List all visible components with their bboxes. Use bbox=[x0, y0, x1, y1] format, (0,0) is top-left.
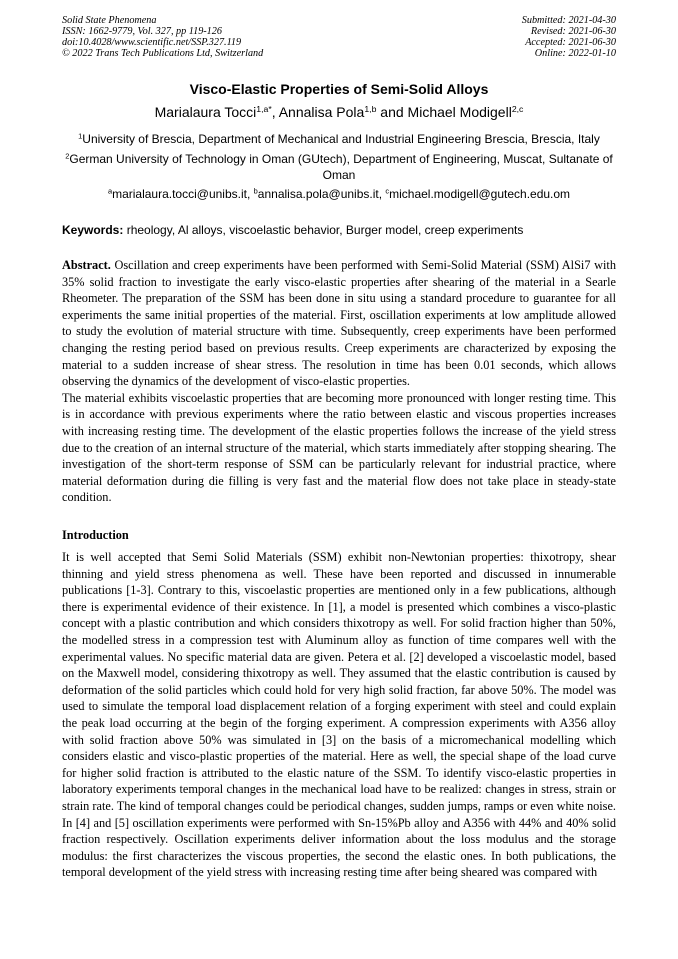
email-superscript: c bbox=[385, 186, 390, 196]
keywords-text: rheology, Al alloys, viscoelastic behavior, Burger model, creep experiments bbox=[123, 223, 524, 237]
email-link[interactable]: annalisa.pola@unibs.it, bbox=[257, 187, 386, 201]
journal-copyright: © 2022 Trans Tech Publications Ltd, Switzerland bbox=[62, 48, 264, 59]
introduction-section bbox=[62, 549, 616, 881]
email-link[interactable]: michael.modigell@gutech.edu.om bbox=[389, 187, 571, 201]
author-superscript: 1,b bbox=[364, 103, 377, 114]
date-accepted: Accepted: 2021-06-30 bbox=[525, 37, 616, 48]
section-heading-introduction: Introduction bbox=[62, 528, 129, 542]
paper-title: Visco-Elastic Properties of Semi-Solid Alloys bbox=[189, 81, 489, 97]
date-revised: Revised: 2021-06-30 bbox=[530, 26, 616, 37]
author-superscript: 2,c bbox=[511, 103, 524, 114]
journal-doi[interactable]: doi:10.4028/www.scientific.net/SSP.327.119 bbox=[62, 37, 242, 48]
publication-dates bbox=[522, 15, 616, 59]
date-online: Online: 2022-01-10 bbox=[534, 48, 616, 59]
abstract-label: Abstract. bbox=[62, 258, 111, 272]
journal-info bbox=[62, 15, 263, 59]
affiliation-superscript: 2 bbox=[65, 151, 70, 161]
affiliation-1 bbox=[62, 131, 616, 147]
affiliation-text: German University of Technology in Oman (GUtech), Department of Engineering, Muscat, Sultanate of Oman bbox=[69, 152, 613, 182]
abstract-paragraph bbox=[62, 257, 616, 390]
keywords-label: Keywords: bbox=[62, 223, 124, 237]
author-name: Michael Modigell bbox=[407, 104, 512, 120]
email-superscript: b bbox=[253, 186, 258, 196]
author-separator: and bbox=[376, 104, 408, 120]
author-superscript: 1,a* bbox=[256, 103, 272, 114]
keywords bbox=[62, 223, 616, 237]
journal-issn: ISSN: 1662-9779, Vol. 327, pp 119-126 bbox=[62, 26, 222, 37]
affiliation-2 bbox=[62, 151, 616, 183]
affiliation-superscript: 1 bbox=[78, 131, 83, 141]
email-list bbox=[62, 187, 616, 201]
author-list bbox=[0, 104, 678, 120]
journal-name: Solid State Phenomena bbox=[62, 15, 157, 26]
affiliation-text: University of Brescia, Department of Mechanical and Industrial Engineering Brescia, Brescia, Italy bbox=[82, 132, 600, 146]
abstract-text: Oscillation and creep experiments have been performed with Semi-Solid Material (SSM) AlSi7 with 35% solid fraction to investigate the early visco-elastic properties after shearing of the material in a Searle Rheometer. The preparation of the SSM has been done in situ using a standard procedure to guarantee for all experiments the same initial properties of the material. First, oscillation experiments at low amplitude allowed to study the evolution of material structure with time. Subsequently, creep experiments have been performed changing the resting period based on previous results. Creep experiments are characterized by exposing the material to a sudden increase of shear stress. The resolution in time has been 0.01 seconds, which allows observing the dynamics of the development of visco-elastic properties. bbox=[62, 258, 616, 389]
author-separator: , bbox=[271, 104, 279, 120]
date-submitted: Submitted: 2021-04-30 bbox=[521, 15, 616, 26]
email-superscript: a bbox=[107, 186, 113, 196]
author-name: Annalisa Pola bbox=[278, 104, 365, 120]
author-name: Marialaura Tocci bbox=[154, 104, 257, 120]
introduction-paragraph: It is well accepted that Semi Solid Materials (SSM) exhibit non-Newtonian properties: thixotropy, shear thinning and yield stress phenomena as well. These have been reported and discussed in innumerable publications [1-3]. Contrary to this, viscoelastic properties are mentioned only in a few publications, although there is experimental evidence of their existence. In [1], a model is presented which combines a visco-plastic concept with a plastic contribution and which considers thixotropy as well. For solid fraction higher than 50%, the modelled stress in a compression test with Aluminum alloy as function of time compares well with the experimental values. No specific material data are given. Petera et al. [2] developed a viscoelastic model, based on the Maxwell model, considering thixotropy as well. They assumed that the elastic contribution is caused by deformation of the solid particles which could hold for very high solid fraction, far above 50%. The model was used to simulate the temporal load displacement relation of a forging experiment with steel and could explain the peak load occurring at the begin of the forging experiment. A compression experiments with A356 alloy with solid fraction above 50% was simulated in [3] on the basis of a micromechanical modelling which considers elastic and visco-plastic properties of the material. Here as well, the special shape of the load curve for higher solid fraction is attributed to the elastic nature of the SSM. To identify visco-elastic properties in laboratory experiments temporal changes in the mechanical load have to be realized: changes in stress, strain or strain rate. The kind of temporal changes could be periodical changes, sudden jumps, ramps or even white noise. In [4] and [5] oscillation experiments were performed with Sn-15%Pb alloy and A356 with 44% and 40% solid fraction respectively. Oscillation experiments deliver information about the loss modulus and the storage modulus: the first characterizes the viscous properties, the second the elastic ones. In both publications, the temporal development of the yield stress with increasing resting time after being sheared was compared with bbox=[62, 550, 616, 880]
abstract bbox=[62, 257, 616, 506]
abstract-paragraph: The material exhibits viscoelastic properties that are becoming more pronounced with longer resting time. This is in accordance with previous experiments where the ratio between elastic and viscous properties increases with increasing resting time. The development of the elastic properties follows the increase of the yield stress due to the creation of an internal structure of the material, which starts immediately after stopping shearing. The investigation of the short-term response of SSM can be particularly relevant for industrial practice, where material deformation during die filling is very fast and the material flow does not take place in steady-state condition. bbox=[62, 390, 616, 505]
email-link[interactable]: marialaura.tocci@unibs.it, bbox=[112, 187, 254, 201]
